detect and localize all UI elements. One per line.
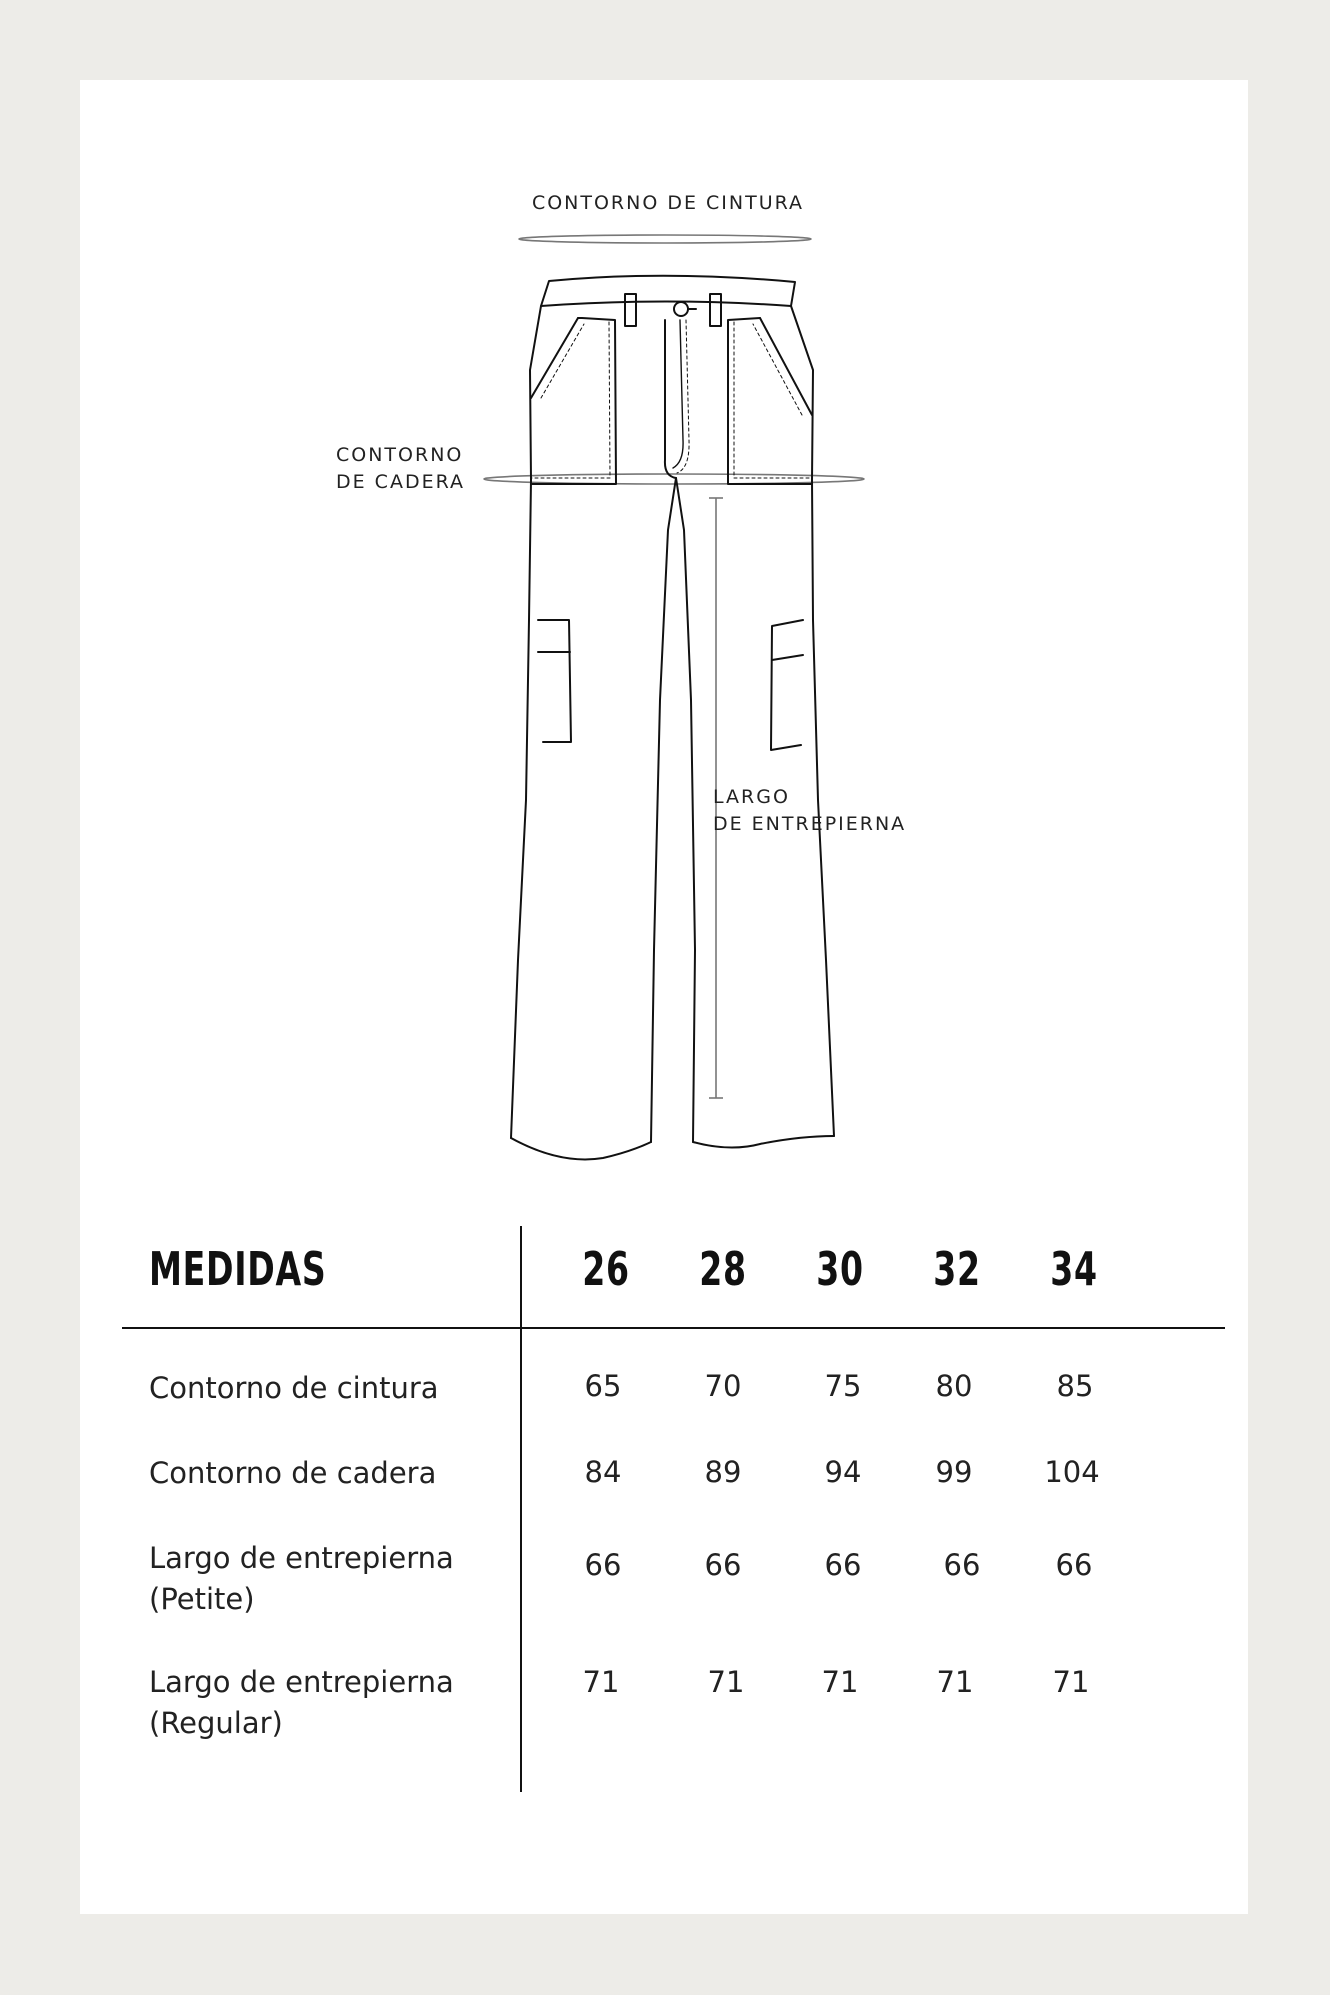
hip-measure-line (484, 474, 864, 484)
value-cell: 70 (704, 1369, 742, 1403)
header-divider (122, 1327, 1225, 1329)
waist-measure-line (519, 235, 811, 243)
inseam-label-line1: LARGO (713, 786, 790, 808)
value-cell: 71 (582, 1665, 620, 1699)
value-cell: 84 (584, 1455, 622, 1489)
value-cell: 80 (935, 1369, 973, 1403)
hip-label-line2: DE CADERA (336, 471, 466, 493)
size-header-32: 32 (933, 1242, 981, 1296)
value-cell: 66 (824, 1548, 862, 1582)
value-cell: 104 (1044, 1455, 1100, 1489)
value-cell: 65 (584, 1369, 622, 1403)
inseam-label-line2: DE ENTREPIERNA (713, 813, 907, 835)
value-cell: 66 (1055, 1548, 1093, 1582)
value-cell: 66 (584, 1548, 622, 1582)
value-cell: 71 (821, 1665, 859, 1699)
inseam-label (713, 784, 906, 838)
size-header-26: 26 (582, 1242, 630, 1296)
value-cell: 94 (824, 1455, 862, 1489)
row-label: Contorno de cintura (149, 1371, 439, 1405)
value-cell: 99 (935, 1455, 973, 1489)
row-label: Largo de entrepierna (Petite) (149, 1541, 454, 1616)
value-cell: 85 (1056, 1369, 1094, 1403)
row-label: Largo de entrepierna (Regular) (149, 1665, 454, 1740)
hip-label (336, 442, 465, 496)
value-cell: 71 (936, 1665, 974, 1699)
size-header-30: 30 (816, 1242, 864, 1296)
row-label: Contorno de cadera (149, 1456, 437, 1490)
value-cell: 66 (704, 1548, 742, 1582)
waist-label: CONTORNO DE CINTURA (531, 192, 805, 214)
pants-outline (511, 276, 834, 1160)
size-header-28: 28 (699, 1242, 747, 1296)
column-divider (520, 1226, 522, 1792)
table-heading: MEDIDAS (149, 1242, 327, 1296)
value-cell: 66 (943, 1548, 981, 1582)
value-cell: 71 (707, 1665, 745, 1699)
value-cell: 71 (1052, 1665, 1090, 1699)
hip-label-line1: CONTORNO (336, 444, 464, 466)
size-header-34: 34 (1050, 1242, 1098, 1296)
value-cell: 89 (704, 1455, 742, 1489)
value-cell: 75 (824, 1369, 862, 1403)
